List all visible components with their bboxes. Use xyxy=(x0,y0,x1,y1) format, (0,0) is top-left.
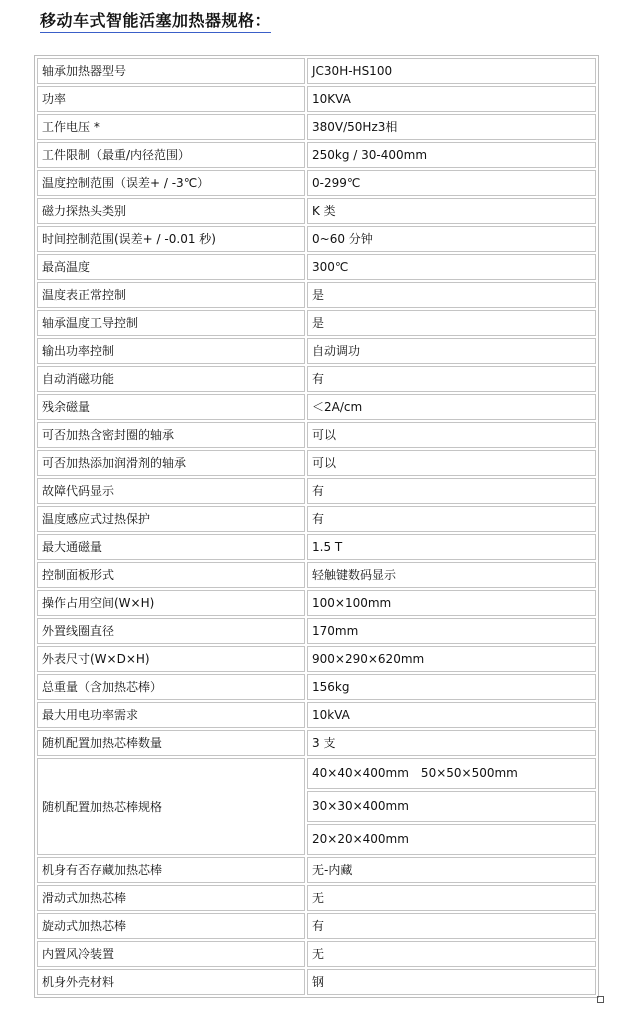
table-row xyxy=(37,142,596,168)
table-row xyxy=(37,310,596,336)
table-row xyxy=(37,969,596,995)
spec-label: 自动消磁功能 xyxy=(37,366,305,392)
table-row xyxy=(37,338,596,364)
spec-label: 故障代码显示 xyxy=(37,478,305,504)
spec-label: 时间控制范围(误差+ / -0.01 秒) xyxy=(37,226,305,252)
spec-value: 20×20×400mm xyxy=(307,824,596,855)
spec-label: 机身有否存藏加热芯棒 xyxy=(37,857,305,883)
spec-table xyxy=(34,55,599,998)
table-row xyxy=(37,913,596,939)
table-row xyxy=(37,58,596,84)
table-row xyxy=(37,198,596,224)
table-row xyxy=(37,254,596,280)
spec-value: K 类 xyxy=(307,198,596,224)
table-row xyxy=(37,394,596,420)
spec-label: 可否加热添加润滑剂的轴承 xyxy=(37,450,305,476)
spec-value: 10KVA xyxy=(307,86,596,112)
spec-label: 工作电压 * xyxy=(37,114,305,140)
spec-value: 无-内藏 xyxy=(307,857,596,883)
spec-value: 1.5 T xyxy=(307,534,596,560)
table-row xyxy=(37,758,596,789)
spec-label: 轴承加热器型号 xyxy=(37,58,305,84)
spec-value: 可以 xyxy=(307,422,596,448)
spec-value: 有 xyxy=(307,506,596,532)
spec-value: 有 xyxy=(307,366,596,392)
spec-value: 是 xyxy=(307,282,596,308)
table-row xyxy=(37,702,596,728)
spec-value: 250kg / 30-400mm xyxy=(307,142,596,168)
spec-value: 无 xyxy=(307,941,596,967)
spec-label: 控制面板形式 xyxy=(37,562,305,588)
spec-label: 外表尺寸(W×D×H) xyxy=(37,646,305,672)
spec-label: 内置风冷装置 xyxy=(37,941,305,967)
spec-label: 随机配置加热芯棒数量 xyxy=(37,730,305,756)
spec-label: 总重量（含加热芯棒） xyxy=(37,674,305,700)
spec-value: 170mm xyxy=(307,618,596,644)
table-row xyxy=(37,282,596,308)
spec-value: 3 支 xyxy=(307,730,596,756)
table-row xyxy=(37,86,596,112)
spec-label: 磁力探热头类别 xyxy=(37,198,305,224)
spec-label: 操作占用空间(W×H) xyxy=(37,590,305,616)
spec-value: 可以 xyxy=(307,450,596,476)
spec-value: 30×30×400mm xyxy=(307,791,596,822)
spec-value: 380V/50Hz3相 xyxy=(307,114,596,140)
spec-value: 40×40×400mm 50×50×500mm xyxy=(307,758,596,789)
table-row xyxy=(37,646,596,672)
spec-table-body xyxy=(37,58,596,995)
spec-value: 100×100mm xyxy=(307,590,596,616)
spec-label: 最大用电功率需求 xyxy=(37,702,305,728)
spec-label: 可否加热含密封圈的轴承 xyxy=(37,422,305,448)
spec-value: ＜2A/cm xyxy=(307,394,596,420)
table-row xyxy=(37,618,596,644)
table-row xyxy=(37,857,596,883)
spec-label: 温度感应式过热保护 xyxy=(37,506,305,532)
spec-value: 156kg xyxy=(307,674,596,700)
spec-value: 0~60 分钟 xyxy=(307,226,596,252)
spec-label: 温度表正常控制 xyxy=(37,282,305,308)
spec-value: 有 xyxy=(307,913,596,939)
spec-label: 机身外壳材料 xyxy=(37,969,305,995)
spec-label: 输出功率控制 xyxy=(37,338,305,364)
spec-value: 无 xyxy=(307,885,596,911)
table-row xyxy=(37,422,596,448)
table-row xyxy=(37,366,596,392)
spec-value: 自动调功 xyxy=(307,338,596,364)
spec-label: 工件限制（最重/内径范围） xyxy=(37,142,305,168)
table-row xyxy=(37,478,596,504)
spec-label: 残余磁量 xyxy=(37,394,305,420)
spec-label: 温度控制范围（误差+ / -3℃） xyxy=(37,170,305,196)
table-row xyxy=(37,534,596,560)
corner-mark xyxy=(597,996,604,1003)
spec-value: 钢 xyxy=(307,969,596,995)
page-title: 移动车式智能活塞加热器规格： xyxy=(40,10,271,33)
table-row xyxy=(37,674,596,700)
spec-value: 900×290×620mm xyxy=(307,646,596,672)
spec-label: 外置线圈直径 xyxy=(37,618,305,644)
table-row xyxy=(37,590,596,616)
spec-value: 0-299℃ xyxy=(307,170,596,196)
table-row xyxy=(37,885,596,911)
spec-label: 轴承温度工导控制 xyxy=(37,310,305,336)
spec-label: 随机配置加热芯棒规格 xyxy=(37,758,305,855)
spec-label: 最大通磁量 xyxy=(37,534,305,560)
spec-label: 滑动式加热芯棒 xyxy=(37,885,305,911)
spec-value: 是 xyxy=(307,310,596,336)
table-row xyxy=(37,450,596,476)
spec-value: 轻触键数码显示 xyxy=(307,562,596,588)
table-row xyxy=(37,170,596,196)
table-row xyxy=(37,114,596,140)
spec-label: 功率 xyxy=(37,86,305,112)
table-row xyxy=(37,226,596,252)
spec-value: 300℃ xyxy=(307,254,596,280)
spec-value: JC30H-HS100 xyxy=(307,58,596,84)
spec-label: 旋动式加热芯棒 xyxy=(37,913,305,939)
spec-value: 10kVA xyxy=(307,702,596,728)
table-row xyxy=(37,730,596,756)
table-row xyxy=(37,562,596,588)
table-row xyxy=(37,941,596,967)
spec-label: 最高温度 xyxy=(37,254,305,280)
table-row xyxy=(37,506,596,532)
spec-value: 有 xyxy=(307,478,596,504)
